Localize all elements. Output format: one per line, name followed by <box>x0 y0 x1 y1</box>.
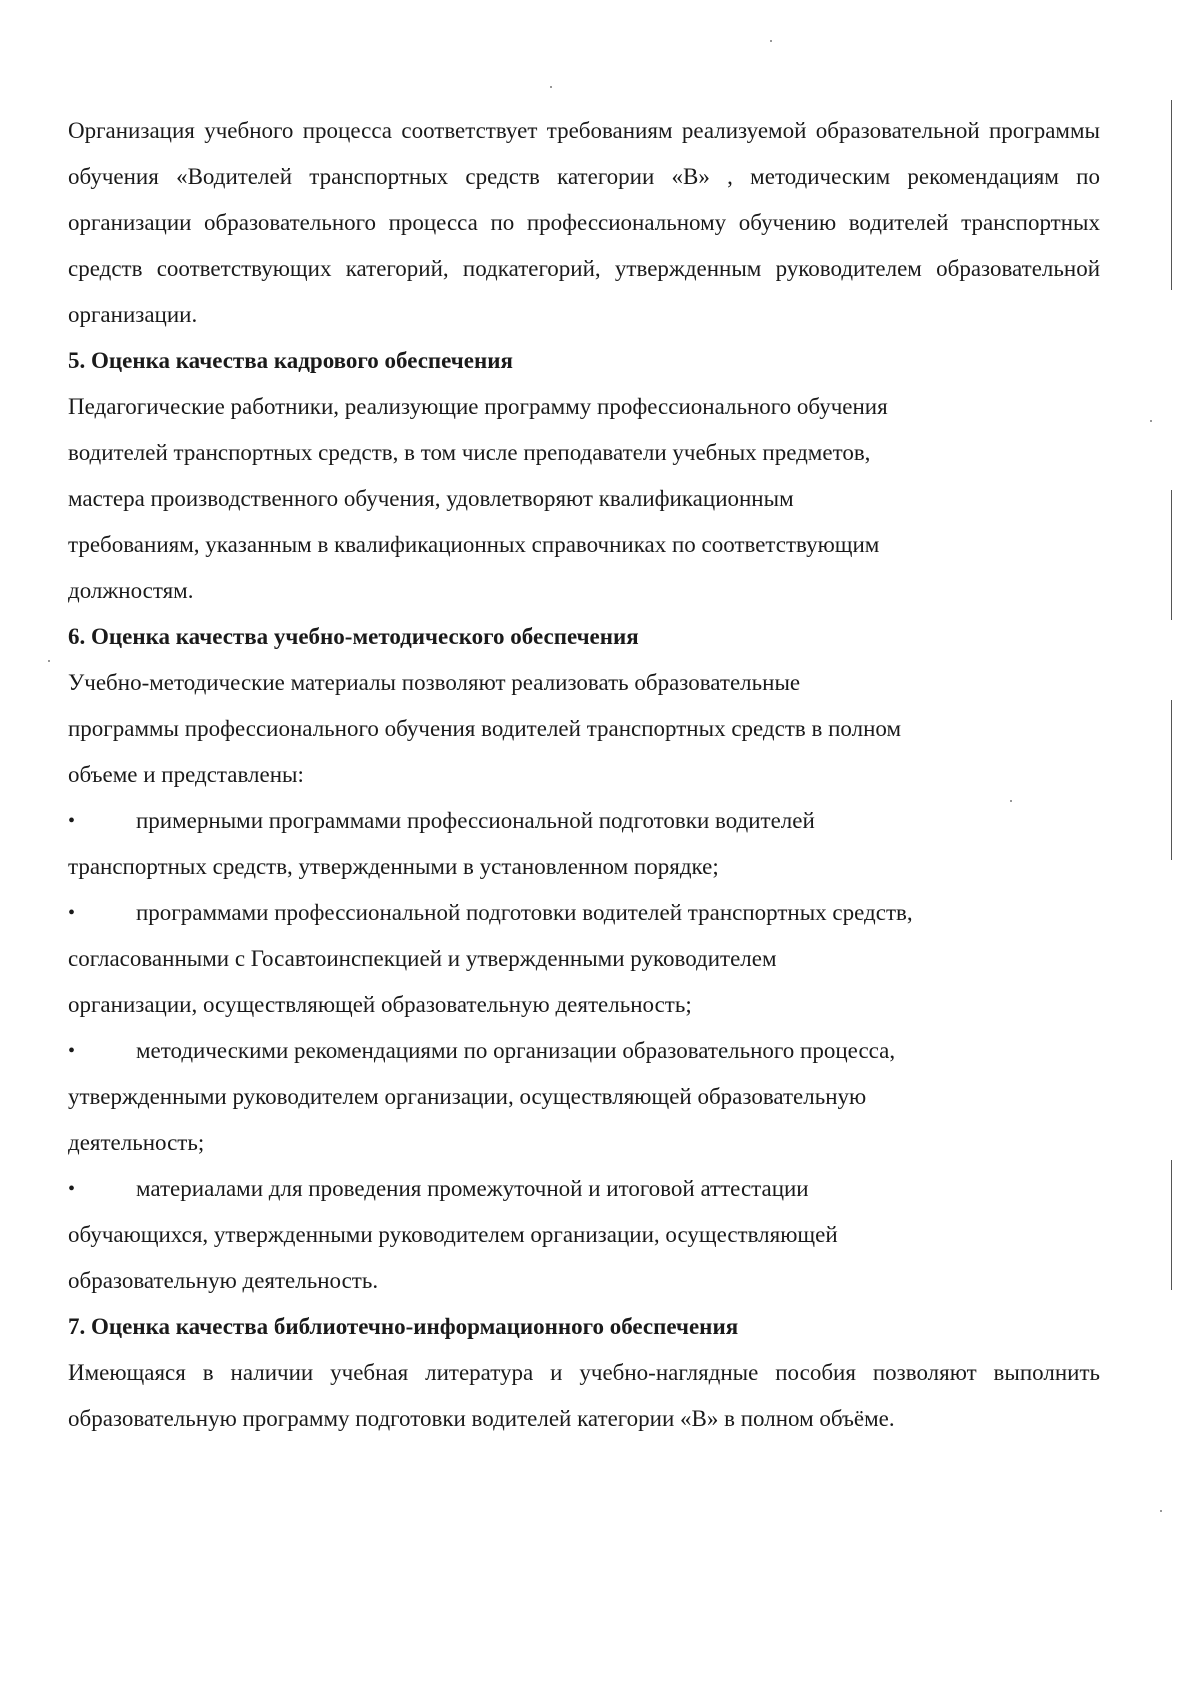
section-7-heading: 7. Оценка качества библиотечно-информационного обеспечения <box>68 1314 739 1339</box>
section-6-line: программы профессионального обучения водителей транспортных средств в полном <box>68 716 902 741</box>
section-6-heading: 6. Оценка качества учебно-методического обеспечения <box>68 624 639 649</box>
list-item-text: программами профессиональной подготовки водителей транспортных средств, <box>136 900 913 925</box>
scan-artifact-line <box>1171 1160 1172 1290</box>
section-7-paragraph: Имеющаяся в наличии учебная литература и учебно-наглядные пособия позволяют выполнить образовательную программу подготовки водителей категории «В» в полном объёме. <box>68 1360 1100 1431</box>
section-5-line: должностям. <box>68 578 194 603</box>
scan-artifact-speck <box>770 40 772 42</box>
scan-artifact-line <box>1171 700 1172 860</box>
section-6-line: объеме и представлены: <box>68 762 304 787</box>
list-item <box>68 798 1100 844</box>
list-item <box>68 1028 1100 1074</box>
list-item-continuation: обучающихся, утвержденными руководителем организации, осуществляющей <box>68 1222 838 1247</box>
document-body <box>68 108 1100 1442</box>
intro-paragraph: Организация учебного процесса соответствует требованиям реализуемой образовательной программы обучения «Водителей транспортных средств категории «В» , методическим рекомендациям по организации образовательного процесса по профессиональному обучению водителей транспортных средств соответствующих категорий, подкатегорий, утвержденным руководителем образовательной организации. <box>68 118 1100 327</box>
scan-artifact-speck <box>48 660 50 662</box>
scan-artifact-speck <box>1160 1510 1162 1512</box>
section-5-line: Педагогические работники, реализующие программу профессионального обучения <box>68 394 888 419</box>
section-5-line: мастера производственного обучения, удовлетворяют квалификационным <box>68 486 794 511</box>
scan-artifact-line <box>1171 490 1172 620</box>
list-item-continuation: транспортных средств, утвержденными в установленном порядке; <box>68 854 719 879</box>
bullet-icon: • <box>68 1178 76 1200</box>
list-item-continuation: деятельность; <box>68 1130 205 1155</box>
section-5-heading: 5. Оценка качества кадрового обеспечения <box>68 348 513 373</box>
list-item-continuation: организации, осуществляющей образовательную деятельность; <box>68 992 692 1017</box>
list-item-text: методическими рекомендациями по организации образовательного процесса, <box>136 1038 896 1063</box>
section-6-line: Учебно-методические материалы позволяют реализовать образовательные <box>68 670 801 695</box>
bullet-icon: • <box>68 902 76 924</box>
section-5-line: требованиям, указанным в квалификационных справочниках по соответствующим <box>68 532 880 557</box>
list-item-continuation: согласованными с Госавтоинспекцией и утвержденными руководителем <box>68 946 777 971</box>
list-item-text: материалами для проведения промежуточной и итоговой аттестации <box>136 1176 809 1201</box>
list-item <box>68 890 1100 936</box>
scan-artifact-speck <box>550 86 552 88</box>
list-item-continuation: утвержденными руководителем организации, осуществляющей образовательную <box>68 1084 867 1109</box>
bullet-list <box>68 798 1100 1304</box>
section-5-text <box>68 384 1100 614</box>
list-item-continuation: образовательную деятельность. <box>68 1268 379 1293</box>
bullet-icon: • <box>68 810 76 832</box>
scan-artifact-speck <box>1150 420 1152 422</box>
scan-artifact-speck <box>1010 800 1012 802</box>
section-5-line: водителей транспортных средств, в том числе преподаватели учебных предметов, <box>68 440 871 465</box>
list-item <box>68 1166 1100 1212</box>
bullet-icon: • <box>68 1040 76 1062</box>
list-item-text: примерными программами профессиональной подготовки водителей <box>136 808 815 833</box>
scan-artifact-line <box>1171 100 1172 290</box>
section-6-text <box>68 660 1100 798</box>
